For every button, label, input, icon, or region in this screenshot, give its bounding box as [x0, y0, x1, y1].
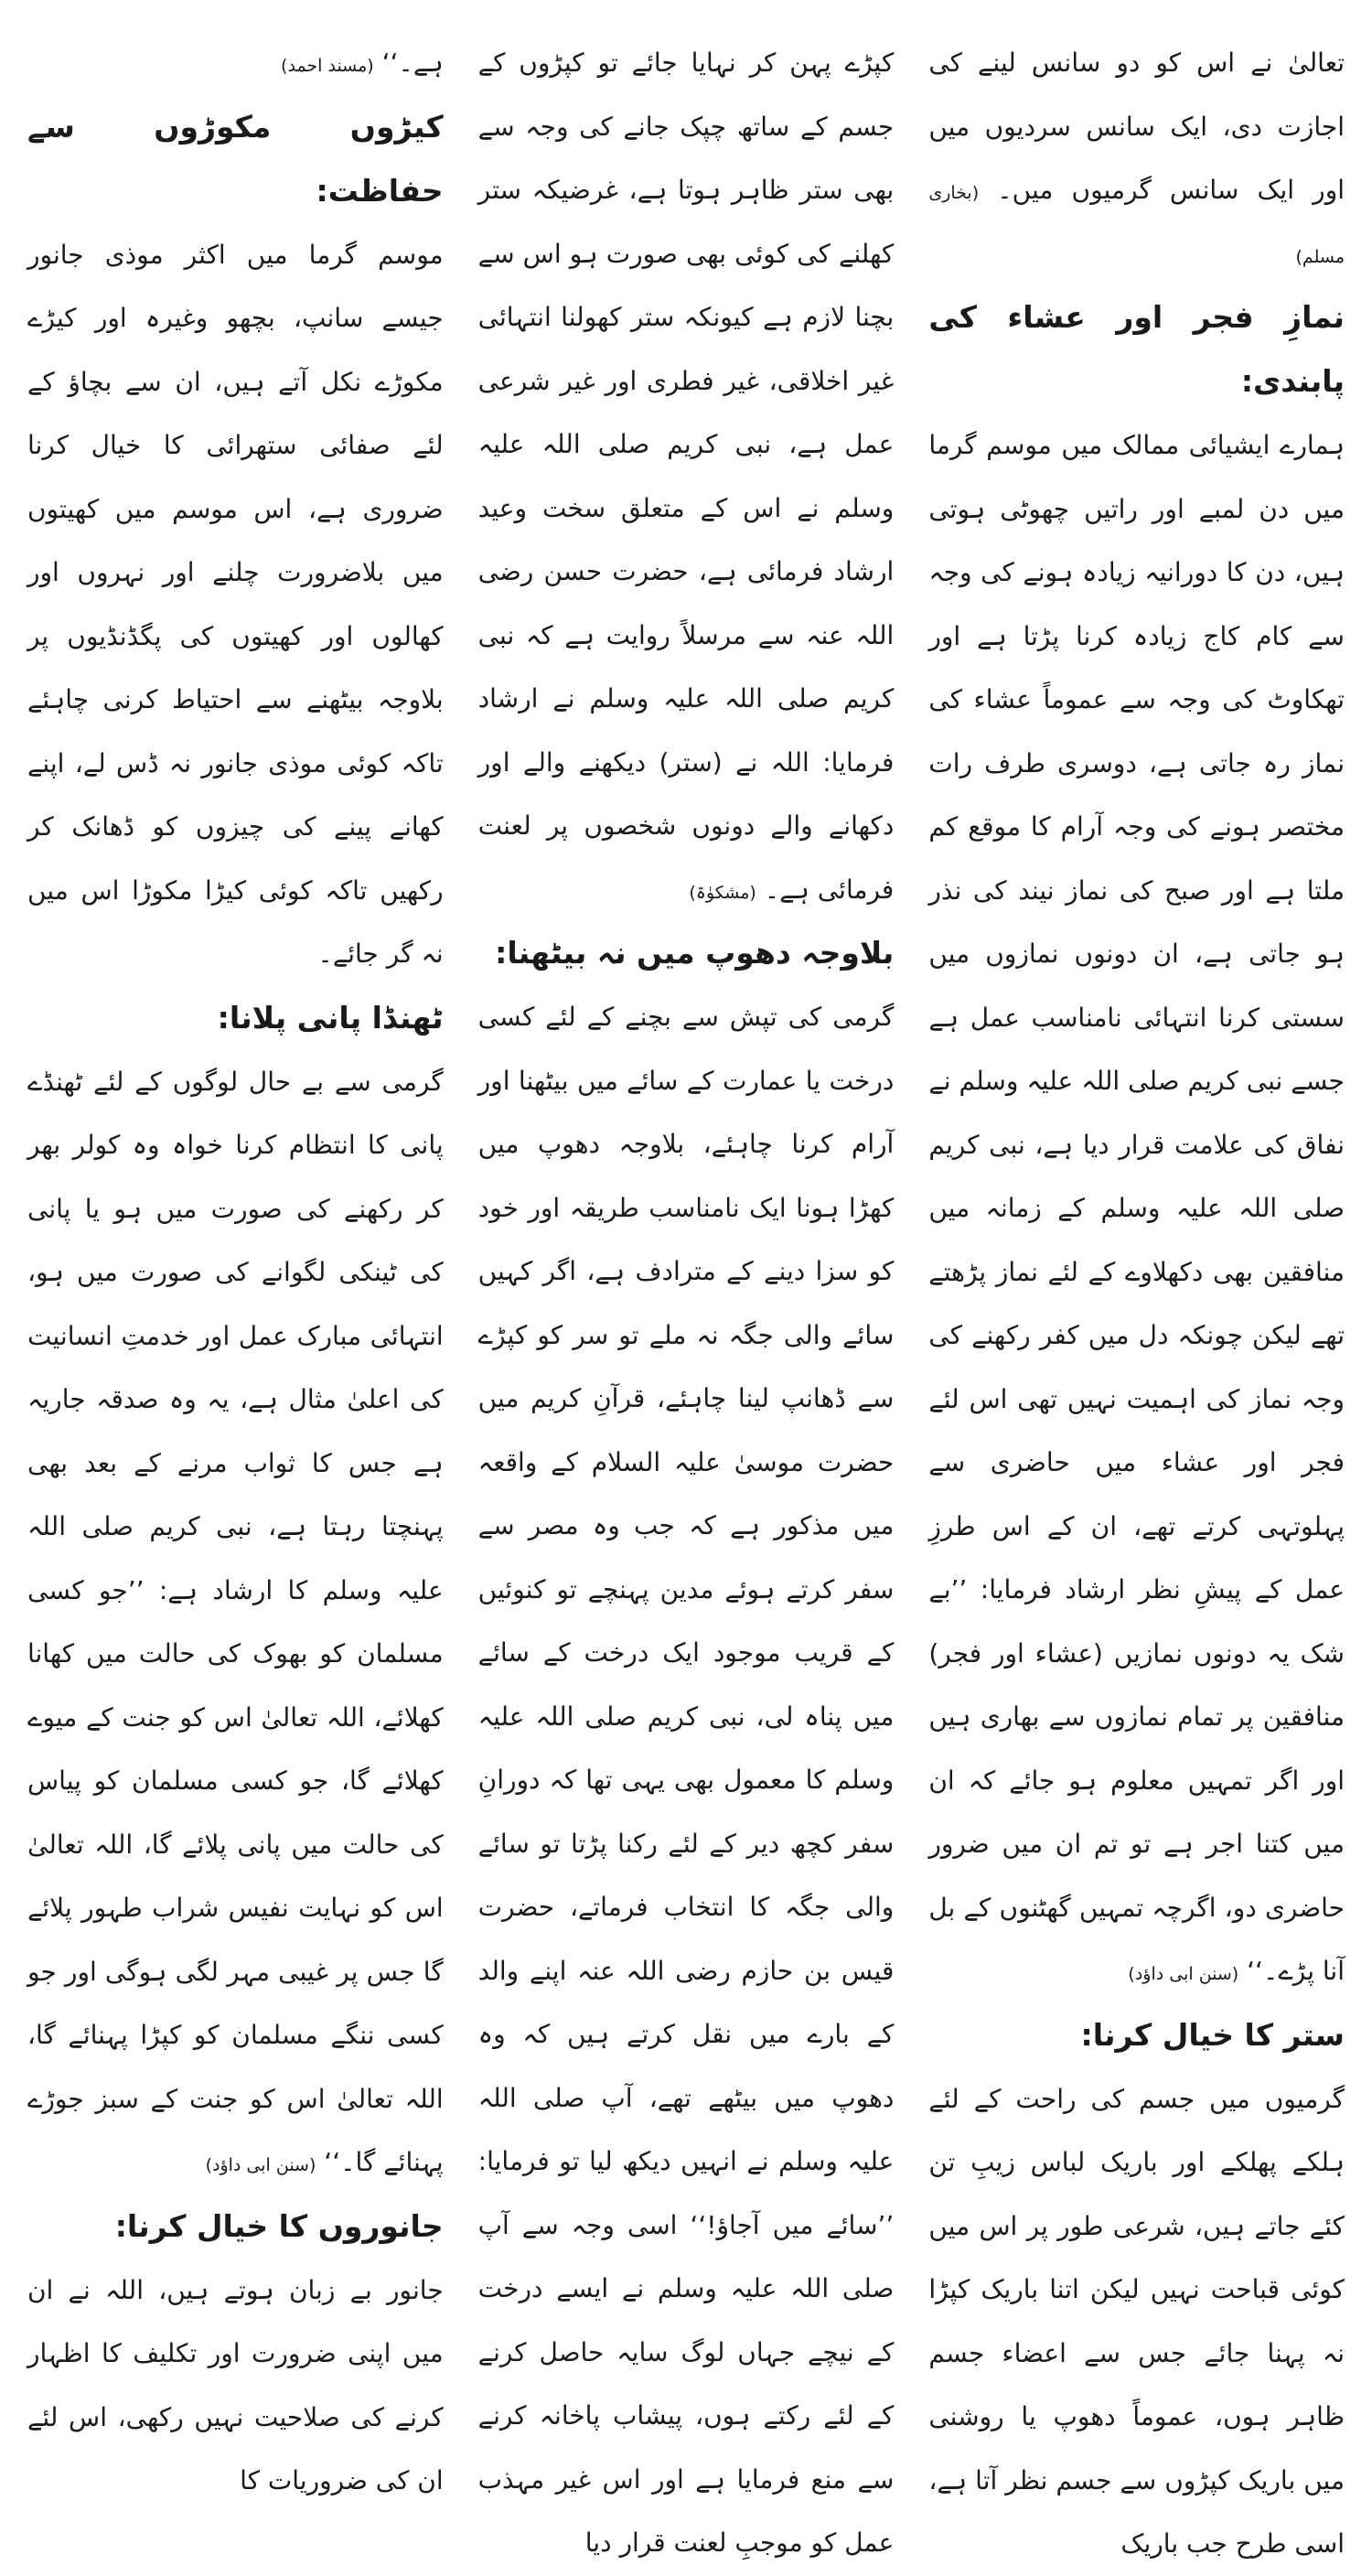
paragraph-text: ہمارے ایشیائی ممالک میں موسم گرما میں دن لمبے اور راتیں چھوٹی ہوتی ہیں، دن کا دورانیہ زیادہ ہونے کی وجہ سے کام کاج زیادہ کرنا پڑتا ہے اور تھکاوٹ کی وجہ سے عموماً عشاء کی نماز رہ جاتی ہے، دوسری طرف رات مختصر ہونے کی وجہ آرام کا موقع کم ملتا ہے اور صبح کی نماز نیند کی نذر ہو جاتی ہے، ان دونوں نمازوں میں سستی کرنا انتہائی نامناسب عمل ہے جسے نبی کریم صلی اللہ علیہ وسلم نے نفاق کی علامت قرار دیا ہے، نبی کریم صلی اللہ علیہ وسلم کے زمانہ میں منافقین بھی دکھلاوے کے لئے نماز پڑھتے تھے لیکن چونکہ دل میں کفر رکھنے کی وجہ نماز کی اہمیت نہیں تھی اس لئے فجر اور عشاء میں حاضری سے پہلوتہی کرتے تھے، ان کے اس طرزِ عمل کے پیشِ نظر ارشاد فرمایا: ’’بے شک یہ دونوں نمازیں (عشاء اور فجر) منافقین پر تمام نمازوں سے بھاری ہیں اور اگر تمہیں معلوم ہو جائے کہ ان میں کتنا اجر ہے تو تم ان میں ضرور حاضری دو، اگرچہ تمہیں گھٹنوں کے بل آنا پڑے۔‘‘ [928, 430, 1345, 1986]
paragraph [478, 985, 895, 2575]
paragraph-text: جانور بے زبان ہوتے ہیں، اللہ نے ان میں اپنی ضرورت اور تکلیف کا اظہار کرنے کی صلاحیت نہیں رکھی، اس لئے ان کی ضروریات کا [27, 2274, 444, 2496]
paragraph-text: گرمیوں میں جسم کی راحت کے لئے ہلکے پھلکے اور باریک لباس زیبِ تن کئے جاتے ہیں، شرعی طور پر اس میں کوئی قباحت نہیں لیکن اتنا باریک کپڑا نہ پہنا جائے جس سے اعضاء جسم ظاہر ہوں، عموماً دھوپ یا روشنی میں باریک کپڑوں سے جسم نظر آتا ہے، اسی طرح جب باریک [928, 2083, 1345, 2559]
article-column-left [27, 31, 444, 2496]
section-heading: جانوروں کا خیال کرنا: [114, 2207, 444, 2244]
paragraph-text: کپڑے پہن کر نہایا جائے تو کپڑوں کے جسم کے ساتھ چپک جانے کی وجہ سے بھی ستر ظاہر ہوتا ہے، غرضیکہ ستر کھلنے کی کوئی بھی صورت ہو اس سے بچنا لازم ہے کیونکہ ستر کھولنا انتہائی غیر اخلاقی، غیر فطری اور غیر شرعی عمل ہے، نبی کریم صلی اللہ علیہ وسلم نے اس کے متعلق سخت وعید ارشاد فرمائی ہے، حضرت حسن رضی اللہ عنہ سے مرسلاً روایت ہے کہ نبی کریم صلی اللہ علیہ وسلم نے ارشاد فرمایا: اللہ نے (ستر) دیکھنے والے اور دکھانے والے دونوں شخصوں پر لعنت فرمائی ہے۔ [477, 48, 895, 905]
section-heading: کیڑوں مکوڑوں سے حفاظت: [27, 108, 444, 209]
paragraph [478, 31, 895, 921]
paragraph [928, 2067, 1345, 2576]
paragraph-text: گرمی کی تپش سے بچنے کے لئے کسی درخت یا عمارت کے سائے میں بیٹھنا اور آرام کرنا چاہئے، بلاوجہ دھوپ میں کھڑا ہونا ایک نامناسب طریقہ اور خود کو سزا دینے کے مترادف ہے، اگر کہیں سائے والی جگہ نہ ملے تو سر کو کپڑے سے ڈھانپ لینا چاہئے، قرآنِ کریم میں حضرت موسیٰ علیہ السلام کے واقعہ میں مذکور ہے کہ جب وہ مصر سے سفر کرتے ہوئے مدین پہنچے تو کنوئیں کے قریب موجود ایک درخت کے سائے میں پناہ لی، نبی کریم صلی اللہ علیہ وسلم کا معمول بھی یہی تھا کہ دورانِ سفر کچھ دیر کے لئے رکنا پڑتا تو سائے والی جگہ کا انتخاب فرماتے، حضرت قیس بن حازم رضی اللہ عنہ اپنے والد کے بارے میں نقل کرتے ہیں کہ وہ دھوپ میں بیٹھے تھے، آپ صلی اللہ علیہ وسلم نے انہیں دیکھ لیا تو فرمایا: ’’سائے میں آجاؤ!‘‘ اسی وجہ سے آپ صلی اللہ علیہ وسلم نے ایسے درخت کے نیچے جہاں لوگ سایہ حاصل کرنے کے لئے رکتے ہوں، پیشاب پاخانہ کرنے سے منع فرمایا ہے اور اس غیر مہذب عمل کو موجبِ لعنت قرار دیا [477, 1002, 895, 2558]
paragraph-text: موسم گرما میں اکثر موذی جانور جیسے سانپ، بچھو وغیرہ اور کیڑے مکوڑے نکل آتے ہیں، ان سے بچاؤ کے لئے صفائی ستھرائی کا خیال کرنا ضروری ہے، اس موسم میں کھیتوں میں بلاضرورت چلنے اور نہروں اور کھالوں اور کھیتوں کی پگڈنڈیوں پر بلاوجہ بیٹھنے سے احتیاط کرنی چاہئے تاکہ کوئی موذی جانور نہ ڈس لے، اپنے کھانے پینے کی چیزوں کو ڈھانک کر رکھیں تاکہ کوئی کیڑا مکوڑا اس میں نہ گر جائے۔ [27, 239, 444, 969]
paragraph-text: ہے۔‘‘ [381, 48, 444, 78]
paragraph [27, 31, 444, 95]
article-column-right [928, 31, 1345, 2559]
citation: (مشکوٰۃ) [689, 882, 756, 903]
paragraph [27, 1050, 444, 2195]
section-heading: ٹھنڈا پانی پلانا: [217, 999, 444, 1036]
citation: (سنن ابی داؤد) [1128, 1964, 1239, 1984]
article-column-middle [477, 31, 895, 2558]
paragraph-text: تعالیٰ نے اس کو دو سانس لینے کی اجازت دی، ایک سانس سردیوں میں اور ایک سانس گرمیوں میں۔ [928, 48, 1345, 205]
paragraph [27, 2259, 444, 2513]
paragraph [27, 223, 444, 986]
section-heading: بلاوجہ دھوپ میں نہ بیٹھنا: [495, 935, 895, 971]
paragraph [928, 31, 1345, 285]
paragraph [928, 413, 1345, 2003]
citation: (بخاری مسلم) [928, 183, 1345, 267]
citation: (مسند احمد) [281, 56, 374, 76]
section-heading: ستر کا خیال کرنا: [1080, 2016, 1345, 2053]
section-heading: نمازِ فجر اور عشاء کی پابندی: [928, 299, 1345, 399]
citation: (سنن ابی داؤد) [205, 2155, 316, 2175]
paragraph-text: گرمی سے بے حال لوگوں کے لئے ٹھنڈے پانی کا انتظام کرنا خواہ وہ کولر بھر کر رکھنے کی صورت میں ہو یا پانی کی ٹینکی لگوانے کی صورت میں ہو، انتہائی مبارک عمل اور خدمتِ انسانیت کی اعلیٰ مثال ہے، یہ وہ صدقہ جاریہ ہے جس کا ثواب مرنے کے بعد بھی پہنچتا رہتا ہے، نبی کریم صلی اللہ علیہ وسلم کا ارشاد ہے: ’’جو کسی مسلمان کو بھوک کی حالت میں کھانا کھلائے، اللہ تعالیٰ اس کو جنت کے میوے کھلائے گا، جو کسی مسلمان کو پیاس کی حالت میں پانی پلائے گا، اللہ تعالیٰ اس کو نہایت نفیس شراب طہور پلائے گا جس پر غیبی مہر لگی ہوگی اور جو کسی ننگے مسلمان کو کپڑا پہنائے گا، اللہ تعالیٰ اس کو جنت کے سبز جوڑے پہنائے گا۔‘‘ [27, 1066, 444, 2177]
